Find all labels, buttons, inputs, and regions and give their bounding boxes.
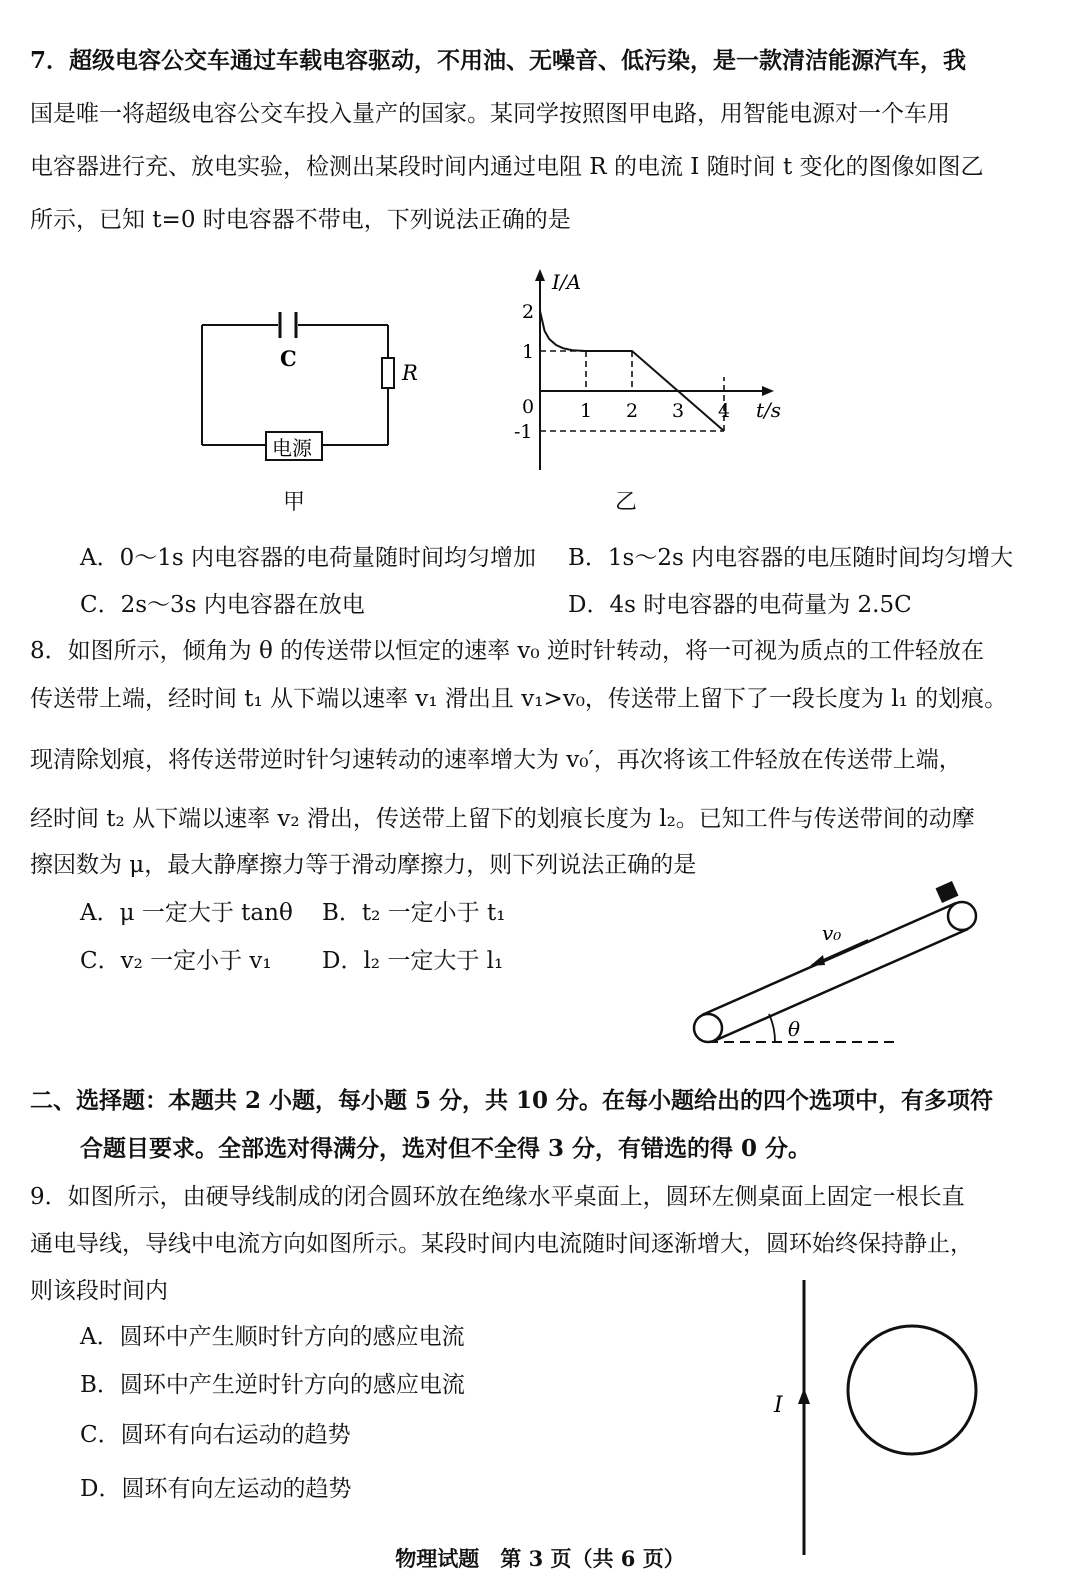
q8-option-d[interactable]: D．l₂ 一定大于 l₁ bbox=[322, 948, 504, 974]
circuit-diagram bbox=[190, 300, 440, 480]
x-tick-label-4: 4 bbox=[718, 400, 731, 422]
q9-option-d[interactable]: D．圆环有向左运动的趋势 bbox=[80, 1476, 352, 1502]
q8-line-4: 经时间 t₂ 从下端以速率 v₂ 滑出，传送带上留下的划痕长度为 l₂。已知工件与传送带间的动摩 bbox=[30, 806, 975, 832]
q7-line-1: 7．超级电容公交车通过车载电容驱动，不用油、无噪音、低污染，是一款清洁能源汽车，我 bbox=[30, 47, 967, 74]
x-tick-label-3: 3 bbox=[672, 400, 685, 422]
q9-option-c[interactable]: C．圆环有向右运动的趋势 bbox=[80, 1422, 351, 1448]
series-decay-line bbox=[540, 311, 586, 351]
q7-line-2: 国是唯一将超级电容公交车投入量产的国家。某同学按照图甲电路，用智能电源对一个车用 bbox=[30, 101, 950, 127]
q9-line-1: 9．如图所示，由硬导线制成的闭合圆环放在绝缘水平桌面上，圆环左侧桌面上固定一根长直 bbox=[30, 1184, 965, 1210]
capacitor-label: C bbox=[280, 346, 297, 371]
x-axis-arrow bbox=[762, 386, 774, 396]
x-tick-label-2: 2 bbox=[626, 400, 639, 422]
lower-pulley bbox=[694, 1014, 722, 1042]
q8-option-c[interactable]: C．v₂ 一定小于 v₁ bbox=[80, 948, 272, 974]
angle-label: θ bbox=[788, 1017, 801, 1041]
q7-option-c[interactable]: C．2s～3s 内电容器在放电 bbox=[80, 592, 365, 618]
q7-option-a[interactable]: A．0～1s 内电容器的电荷量随时间均匀增加 bbox=[80, 545, 536, 571]
workpiece-block bbox=[936, 881, 959, 903]
power-source-label: 电源 bbox=[272, 436, 312, 460]
velocity-arrowhead bbox=[810, 955, 825, 966]
angle-arc bbox=[769, 1014, 775, 1042]
speed-label: v₀ bbox=[822, 921, 842, 945]
graph-caption: 乙 bbox=[615, 490, 638, 515]
belt-bottom bbox=[714, 929, 968, 1041]
x-tick-label-1: 1 bbox=[580, 400, 593, 422]
q9-line-3: 则该段时间内 bbox=[30, 1278, 168, 1304]
q9-option-a[interactable]: A．圆环中产生顺时针方向的感应电流 bbox=[80, 1324, 465, 1350]
upper-pulley bbox=[948, 902, 976, 930]
section2-line-1: 二、选择题：本题共 2 小题，每小题 5 分，共 10 分。在每小题给出的四个选项中，有多项符 bbox=[30, 1087, 994, 1114]
conducting-ring bbox=[848, 1326, 976, 1454]
q9-line-2: 通电导线，导线中电流方向如图所示。某段时间内电流随时间逐渐增大，圆环始终保持静止， bbox=[30, 1231, 973, 1257]
q7-option-d[interactable]: D．4s 时电容器的电荷量为 2.5C bbox=[568, 592, 912, 618]
q8-option-a[interactable]: A．μ 一定大于 tanθ bbox=[80, 900, 293, 926]
current-direction-arrow bbox=[798, 1388, 810, 1404]
q8-line-1: 8．如图所示，倾角为 θ 的传送带以恒定的速率 v₀ 逆时针转动，将一可视为质点的工件轻放在 bbox=[30, 638, 984, 664]
q7-option-b[interactable]: B．1s～2s 内电容器的电压随时间均匀增大 bbox=[568, 545, 1014, 571]
circuit-caption: 甲 bbox=[283, 490, 306, 515]
q8-line-5: 擦因数为 μ，最大静摩擦力等于滑动摩擦力，则下列说法正确的是 bbox=[30, 852, 697, 878]
q9-option-b[interactable]: B．圆环中产生逆时针方向的感应电流 bbox=[80, 1372, 465, 1398]
conveyor-belt-figure bbox=[680, 870, 1010, 1060]
x-axis-label: t/s bbox=[756, 398, 782, 422]
q8-option-b[interactable]: B．t₂ 一定小于 t₁ bbox=[322, 900, 506, 926]
q8-line-2: 传送带上端，经时间 t₁ 从下端以速率 v₁ 滑出且 v₁>v₀，传送带上留下了一段长度为 l₁ 的划痕。 bbox=[30, 686, 1008, 712]
y-tick-label-2: 2 bbox=[522, 301, 535, 323]
y-axis-arrow bbox=[535, 269, 545, 281]
origin-label: 0 bbox=[522, 396, 535, 418]
q8-line-3: 现清除划痕，将传送带逆时针匀速转动的速率增大为 v₀′，再次将该工件轻放在传送带上端， bbox=[30, 747, 962, 773]
current-time-graph bbox=[500, 265, 800, 485]
page-footer: 物理试题 第 3 页（共 6 页） bbox=[395, 1546, 685, 1571]
q7-line-3: 电容器进行充、放电实验，检测出某段时间内通过电阻 R 的电流 I 随时间 t 变化的图像如图乙 bbox=[30, 154, 984, 180]
y-axis-label: I/A bbox=[552, 270, 582, 294]
belt-top bbox=[702, 903, 956, 1015]
wire-ring-figure bbox=[760, 1270, 1000, 1570]
y-tick-label-1: 1 bbox=[522, 341, 535, 363]
resistor-label: R bbox=[402, 361, 418, 385]
current-label: I bbox=[774, 1393, 783, 1418]
y-tick-label--1: -1 bbox=[514, 421, 533, 443]
section2-line-2: 合题目要求。全部选对得满分，选对但不全得 3 分，有错选的得 0 分。 bbox=[80, 1135, 812, 1162]
q7-line-4: 所示，已知 t=0 时电容器不带电，下列说法正确的是 bbox=[30, 207, 571, 233]
